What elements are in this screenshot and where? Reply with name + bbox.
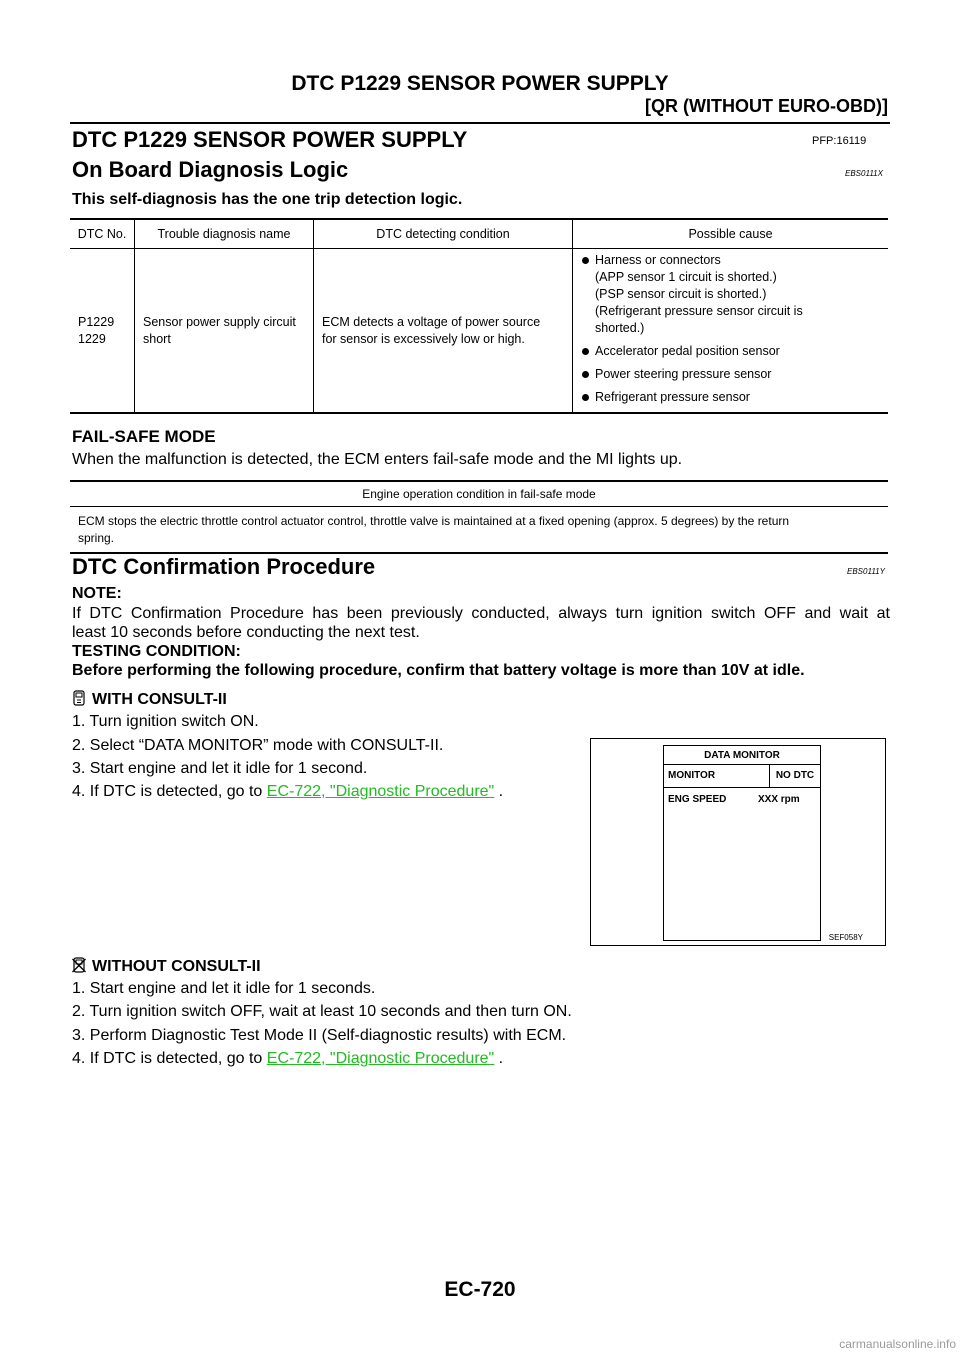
data-monitor-figure — [590, 738, 886, 946]
cause-line: (Refrigerant pressure sensor circuit is — [595, 304, 803, 318]
running-header-subtitle: [QR (WITHOUT EURO-OBD)] — [645, 96, 888, 116]
cause-line: Refrigerant pressure sensor — [595, 390, 750, 404]
step-text: . — [494, 1050, 504, 1067]
dtc-code-short: 1229 — [78, 331, 106, 346]
dtc-table-header — [70, 219, 888, 249]
no-consult-tool-icon — [72, 957, 86, 973]
cause-item — [581, 343, 880, 360]
cause-line: shorted.) — [595, 321, 645, 335]
note-line: least 10 seconds before conducting the next test. — [72, 624, 420, 641]
fail-safe-table-body — [70, 507, 888, 554]
without-consult-step: 3. Perform Diagnostic Test Mode II (Self-diagnostic results) with ECM. — [72, 1027, 567, 1044]
testing-condition-text: Before performing the following procedure, confirm that battery voltage is more than 10V at idle. — [72, 662, 805, 679]
cell-diagnosis-name — [135, 249, 314, 414]
confirmation-heading: DTC Confirmation Procedure — [72, 554, 376, 579]
note-label: NOTE: — [72, 585, 122, 602]
cause-line: (APP sensor 1 circuit is shorted.) — [595, 270, 777, 284]
header-rule — [70, 122, 890, 124]
with-consult-step: 1. Turn ignition switch ON. — [72, 713, 259, 730]
obd-logic-heading: On Board Diagnosis Logic — [72, 157, 349, 182]
running-header-title: DTC P1229 SENSOR POWER SUPPLY — [291, 72, 669, 95]
obd-logic-code: EBS0111X — [845, 169, 883, 178]
cell-detecting-condition — [314, 249, 573, 414]
screen-col-monitor: MONITOR — [668, 770, 716, 781]
diagnosis-name-line: short — [143, 331, 171, 346]
cell-dtc-no — [70, 249, 135, 414]
without-consult-step: 1. Start engine and let it idle for 1 seconds. — [72, 980, 376, 997]
without-consult-step: 2. Turn ignition switch OFF, wait at least 10 seconds and then turn ON. — [72, 1003, 572, 1020]
fail-safe-body-line: spring. — [78, 531, 115, 545]
with-consult-step — [72, 783, 503, 801]
without-consult-heading: WITHOUT CONSULT-II — [92, 958, 261, 975]
screen-title: DATA MONITOR — [664, 746, 820, 765]
dtc-table — [70, 218, 888, 414]
screen-row-label: ENG SPEED — [668, 794, 727, 805]
section-code: PFP:16119 — [812, 135, 867, 147]
fail-safe-body-line: ECM stops the electric throttle control actuator control, throttle valve is maintained at a fixed opening (approx. 5 degrees) by the return — [78, 514, 790, 528]
cause-item — [581, 366, 880, 383]
confirmation-code: EBS0111Y — [847, 567, 885, 576]
fail-safe-table-header: Engine operation condition in fail-safe mode — [70, 480, 888, 507]
with-consult-step: 2. Select “DATA MONITOR” mode with CONSULT-II. — [72, 737, 444, 754]
fail-safe-heading: FAIL-SAFE MODE — [72, 427, 216, 446]
cause-item — [581, 252, 880, 337]
condition-line: for sensor is excessively low or high. — [322, 331, 525, 346]
cell-possible-cause — [573, 249, 889, 414]
watermark: carmanualsonline.info — [839, 1337, 956, 1351]
step-text: 4. If DTC is detected, go to — [72, 783, 267, 800]
section-title: DTC P1229 SENSOR POWER SUPPLY — [72, 127, 468, 152]
screen-col-no-dtc: NO DTC — [769, 765, 820, 787]
with-consult-step: 3. Start engine and let it idle for 1 second. — [72, 760, 368, 777]
testing-condition-label: TESTING CONDITION: — [72, 643, 241, 660]
consult-tool-icon — [72, 690, 86, 706]
with-consult-heading: WITH CONSULT-II — [92, 691, 227, 708]
obd-logic-text: This self-diagnosis has the one trip detection logic. — [72, 191, 463, 208]
cause-line: Accelerator pedal position sensor — [595, 344, 780, 358]
fail-safe-text: When the malfunction is detected, the ECM enters fail-safe mode and the MI lights up. — [72, 451, 683, 468]
cause-line: Harness or connectors — [595, 253, 721, 267]
dtc-code: P1229 — [78, 314, 115, 329]
diagnostic-procedure-link[interactable]: EC-722, "Diagnostic Procedure" — [266, 783, 495, 800]
figure-code: SEF058Y — [828, 933, 863, 942]
fail-safe-table — [70, 480, 888, 554]
without-consult-heading-row — [72, 957, 261, 976]
condition-line: ECM detects a voltage of power source — [322, 314, 541, 329]
col-possible-cause: Possible cause — [573, 219, 889, 249]
col-diagnosis-name: Trouble diagnosis name — [135, 219, 314, 249]
page-number: EC-720 — [444, 1278, 516, 1301]
col-dtc-no: DTC No. — [70, 219, 135, 249]
screen-row-value: XXX rpm — [758, 794, 800, 805]
col-detecting-condition: DTC detecting condition — [314, 219, 573, 249]
cause-item — [581, 389, 880, 406]
screen-header-row — [664, 765, 820, 788]
note-line: If DTC Confirmation Procedure has been previously conducted, always turn ignition switch OFF and wait at — [72, 605, 890, 622]
data-monitor-screen — [663, 745, 821, 941]
cause-line: Power steering pressure sensor — [595, 367, 772, 381]
screen-data-row — [664, 788, 820, 805]
step-text: 4. If DTC is detected, go to — [72, 1050, 267, 1067]
step-text: . — [494, 783, 504, 800]
diagnosis-name-line: Sensor power supply circuit — [143, 314, 296, 329]
with-consult-heading-row — [72, 690, 227, 709]
without-consult-step — [72, 1050, 503, 1068]
cause-line: (PSP sensor circuit is shorted.) — [595, 287, 767, 301]
table-row — [70, 249, 888, 414]
diagnostic-procedure-link[interactable]: EC-722, "Diagnostic Procedure" — [266, 1050, 495, 1067]
